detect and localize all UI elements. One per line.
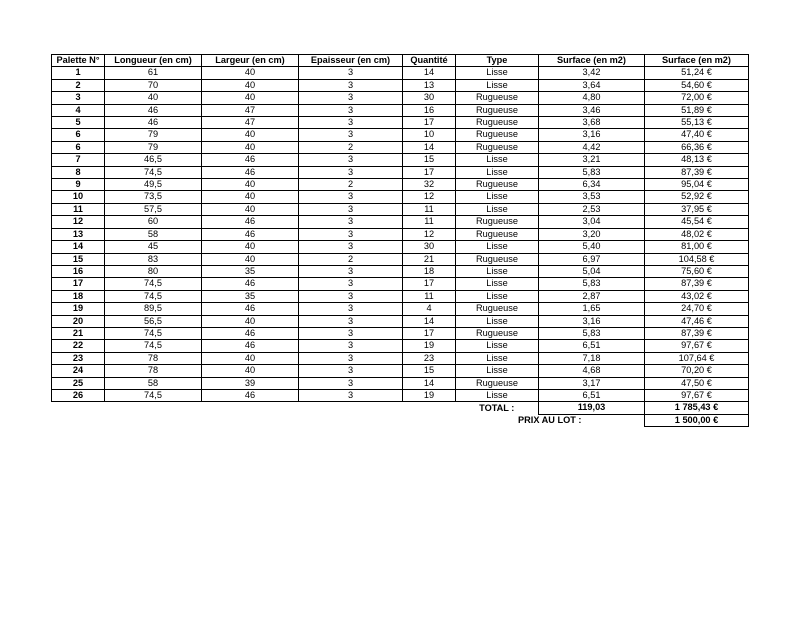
cell-longueur: 60 [105, 216, 202, 228]
cell-type: Lisse [456, 154, 539, 166]
table-row [52, 290, 749, 302]
header-longueur: Longueur (en cm) [105, 55, 202, 67]
cell-palette: 11 [52, 203, 105, 215]
table-row [52, 228, 749, 240]
cell-largeur: 46 [202, 216, 299, 228]
cell-epaisseur: 3 [299, 166, 403, 178]
cell-prix: 104,58 € [645, 253, 749, 265]
cell-quantite: 11 [403, 216, 456, 228]
table-row [52, 265, 749, 277]
cell-longueur: 74,5 [105, 278, 202, 290]
cell-quantite: 30 [403, 241, 456, 253]
cell-type: Rugueuse [456, 117, 539, 129]
cell-quantite: 32 [403, 179, 456, 191]
header-row [52, 55, 749, 67]
cell-epaisseur: 2 [299, 179, 403, 191]
cell-type: Lisse [456, 166, 539, 178]
table-row [52, 216, 749, 228]
cell-surface: 3,42 [539, 67, 645, 79]
cell-epaisseur: 3 [299, 340, 403, 352]
cell-type: Lisse [456, 241, 539, 253]
cell-palette: 7 [52, 154, 105, 166]
cell-epaisseur: 3 [299, 117, 403, 129]
cell-prix: 97,67 € [645, 340, 749, 352]
cell-quantite: 21 [403, 253, 456, 265]
cell-epaisseur: 3 [299, 365, 403, 377]
cell-quantite: 10 [403, 129, 456, 141]
total-surface: 119,03 [539, 402, 645, 414]
cell-longueur: 79 [105, 129, 202, 141]
cell-type: Rugueuse [456, 377, 539, 389]
palette-table [51, 54, 749, 427]
cell-quantite: 19 [403, 340, 456, 352]
cell-type: Rugueuse [456, 228, 539, 240]
cell-palette: 15 [52, 253, 105, 265]
cell-epaisseur: 3 [299, 327, 403, 339]
cell-type: Lisse [456, 265, 539, 277]
table-row [52, 389, 749, 401]
cell-quantite: 17 [403, 278, 456, 290]
cell-palette: 1 [52, 67, 105, 79]
cell-prix: 55,13 € [645, 117, 749, 129]
cell-longueur: 78 [105, 365, 202, 377]
cell-surface: 3,20 [539, 228, 645, 240]
cell-longueur: 73,5 [105, 191, 202, 203]
cell-epaisseur: 3 [299, 104, 403, 116]
cell-largeur: 40 [202, 315, 299, 327]
cell-palette: 13 [52, 228, 105, 240]
cell-longueur: 58 [105, 228, 202, 240]
cell-epaisseur: 3 [299, 352, 403, 364]
cell-prix: 51,24 € [645, 67, 749, 79]
cell-epaisseur: 2 [299, 253, 403, 265]
cell-longueur: 74,5 [105, 340, 202, 352]
cell-largeur: 46 [202, 154, 299, 166]
cell-prix: 87,39 € [645, 327, 749, 339]
cell-quantite: 15 [403, 365, 456, 377]
table-row [52, 179, 749, 191]
cell-largeur: 40 [202, 179, 299, 191]
cell-type: Rugueuse [456, 92, 539, 104]
cell-longueur: 57,5 [105, 203, 202, 215]
cell-quantite: 12 [403, 228, 456, 240]
cell-surface: 3,16 [539, 315, 645, 327]
cell-longueur: 74,5 [105, 290, 202, 302]
cell-surface: 5,40 [539, 241, 645, 253]
cell-longueur: 80 [105, 265, 202, 277]
cell-epaisseur: 3 [299, 278, 403, 290]
cell-largeur: 46 [202, 278, 299, 290]
cell-palette: 6 [52, 129, 105, 141]
cell-type: Lisse [456, 352, 539, 364]
cell-largeur: 35 [202, 290, 299, 302]
table-body [52, 67, 749, 402]
cell-quantite: 13 [403, 79, 456, 91]
table-row [52, 79, 749, 91]
cell-palette: 17 [52, 278, 105, 290]
cell-longueur: 74,5 [105, 327, 202, 339]
cell-longueur: 40 [105, 92, 202, 104]
cell-longueur: 58 [105, 377, 202, 389]
cell-prix: 37,95 € [645, 203, 749, 215]
cell-epaisseur: 3 [299, 154, 403, 166]
cell-prix: 24,70 € [645, 303, 749, 315]
cell-surface: 3,04 [539, 216, 645, 228]
cell-epaisseur: 3 [299, 303, 403, 315]
cell-palette: 6 [52, 141, 105, 153]
cell-epaisseur: 2 [299, 141, 403, 153]
cell-largeur: 40 [202, 241, 299, 253]
table-row [52, 117, 749, 129]
cell-largeur: 40 [202, 67, 299, 79]
cell-surface: 3,17 [539, 377, 645, 389]
cell-type: Lisse [456, 365, 539, 377]
cell-quantite: 17 [403, 327, 456, 339]
cell-longueur: 56,5 [105, 315, 202, 327]
cell-prix: 51,89 € [645, 104, 749, 116]
cell-palette: 12 [52, 216, 105, 228]
cell-prix: 66,36 € [645, 141, 749, 153]
cell-largeur: 40 [202, 352, 299, 364]
cell-largeur: 40 [202, 141, 299, 153]
table-row [52, 241, 749, 253]
cell-quantite: 18 [403, 265, 456, 277]
cell-quantite: 30 [403, 92, 456, 104]
lot-price: 1 500,00 € [645, 414, 749, 426]
header-quantite: Quantité [403, 55, 456, 67]
cell-surface: 3,21 [539, 154, 645, 166]
total-row [52, 402, 749, 414]
cell-quantite: 11 [403, 203, 456, 215]
cell-quantite: 17 [403, 117, 456, 129]
cell-surface: 5,83 [539, 278, 645, 290]
cell-longueur: 46 [105, 104, 202, 116]
table-row [52, 141, 749, 153]
cell-type: Rugueuse [456, 216, 539, 228]
cell-prix: 87,39 € [645, 278, 749, 290]
header-type: Type [456, 55, 539, 67]
cell-type: Lisse [456, 79, 539, 91]
cell-longueur: 70 [105, 79, 202, 91]
cell-prix: 45,54 € [645, 216, 749, 228]
cell-longueur: 83 [105, 253, 202, 265]
cell-prix: 95,04 € [645, 179, 749, 191]
cell-epaisseur: 3 [299, 241, 403, 253]
cell-type: Rugueuse [456, 104, 539, 116]
cell-palette: 10 [52, 191, 105, 203]
cell-palette: 22 [52, 340, 105, 352]
cell-largeur: 46 [202, 166, 299, 178]
cell-longueur: 78 [105, 352, 202, 364]
cell-prix: 87,39 € [645, 166, 749, 178]
table-row [52, 154, 749, 166]
cell-type: Lisse [456, 278, 539, 290]
cell-surface: 6,51 [539, 389, 645, 401]
cell-longueur: 89,5 [105, 303, 202, 315]
cell-prix: 47,46 € [645, 315, 749, 327]
cell-surface: 5,83 [539, 327, 645, 339]
cell-palette: 25 [52, 377, 105, 389]
cell-largeur: 46 [202, 228, 299, 240]
table-row [52, 327, 749, 339]
cell-epaisseur: 3 [299, 315, 403, 327]
lot-label: PRIX AU LOT : [518, 415, 582, 426]
cell-prix: 43,02 € [645, 290, 749, 302]
cell-largeur: 40 [202, 253, 299, 265]
header-surface: Surface (en m2) [539, 55, 645, 67]
cell-type: Lisse [456, 67, 539, 79]
cell-type: Rugueuse [456, 179, 539, 191]
cell-surface: 6,34 [539, 179, 645, 191]
cell-largeur: 39 [202, 377, 299, 389]
cell-prix: 47,50 € [645, 377, 749, 389]
table-row [52, 67, 749, 79]
cell-prix: 52,92 € [645, 191, 749, 203]
header-epaisseur: Epaisseur (en cm) [299, 55, 403, 67]
header-palette: Palette N° [52, 55, 105, 67]
table-row [52, 104, 749, 116]
table-row [52, 315, 749, 327]
cell-surface: 2,87 [539, 290, 645, 302]
cell-type: Rugueuse [456, 327, 539, 339]
cell-longueur: 46,5 [105, 154, 202, 166]
cell-surface: 3,68 [539, 117, 645, 129]
cell-palette: 20 [52, 315, 105, 327]
cell-palette: 3 [52, 92, 105, 104]
cell-quantite: 14 [403, 377, 456, 389]
lot-row [52, 414, 749, 426]
cell-quantite: 15 [403, 154, 456, 166]
cell-epaisseur: 3 [299, 389, 403, 401]
table-row [52, 303, 749, 315]
cell-palette: 5 [52, 117, 105, 129]
cell-surface: 3,46 [539, 104, 645, 116]
cell-type: Lisse [456, 290, 539, 302]
cell-epaisseur: 3 [299, 129, 403, 141]
cell-palette: 16 [52, 265, 105, 277]
cell-palette: 24 [52, 365, 105, 377]
cell-surface: 7,18 [539, 352, 645, 364]
cell-surface: 1,65 [539, 303, 645, 315]
cell-epaisseur: 3 [299, 290, 403, 302]
cell-type: Rugueuse [456, 141, 539, 153]
cell-longueur: 79 [105, 141, 202, 153]
cell-surface: 6,97 [539, 253, 645, 265]
cell-longueur: 45 [105, 241, 202, 253]
cell-quantite: 14 [403, 67, 456, 79]
cell-quantite: 23 [403, 352, 456, 364]
cell-palette: 18 [52, 290, 105, 302]
cell-surface: 4,80 [539, 92, 645, 104]
table-row [52, 377, 749, 389]
cell-palette: 2 [52, 79, 105, 91]
cell-type: Lisse [456, 191, 539, 203]
cell-surface: 5,04 [539, 265, 645, 277]
cell-surface: 4,68 [539, 365, 645, 377]
cell-type: Rugueuse [456, 303, 539, 315]
table-row [52, 253, 749, 265]
cell-longueur: 74,5 [105, 166, 202, 178]
cell-longueur: 46 [105, 117, 202, 129]
cell-surface: 2,53 [539, 203, 645, 215]
cell-longueur: 74,5 [105, 389, 202, 401]
cell-prix: 72,00 € [645, 92, 749, 104]
cell-largeur: 40 [202, 203, 299, 215]
total-spacer [52, 402, 456, 414]
table-row [52, 166, 749, 178]
cell-largeur: 40 [202, 129, 299, 141]
cell-type: Lisse [456, 315, 539, 327]
cell-prix: 48,02 € [645, 228, 749, 240]
cell-largeur: 35 [202, 265, 299, 277]
total-price: 1 785,43 € [645, 402, 749, 414]
cell-palette: 19 [52, 303, 105, 315]
cell-quantite: 17 [403, 166, 456, 178]
table-row [52, 340, 749, 352]
cell-epaisseur: 3 [299, 92, 403, 104]
cell-prix: 81,00 € [645, 241, 749, 253]
cell-quantite: 19 [403, 389, 456, 401]
cell-surface: 6,51 [539, 340, 645, 352]
cell-prix: 70,20 € [645, 365, 749, 377]
table-row [52, 92, 749, 104]
cell-epaisseur: 3 [299, 67, 403, 79]
cell-quantite: 14 [403, 141, 456, 153]
table-row [52, 278, 749, 290]
cell-quantite: 16 [403, 104, 456, 116]
cell-surface: 4,42 [539, 141, 645, 153]
cell-epaisseur: 3 [299, 377, 403, 389]
cell-type: Lisse [456, 340, 539, 352]
table-row [52, 191, 749, 203]
cell-type: Rugueuse [456, 129, 539, 141]
cell-epaisseur: 3 [299, 203, 403, 215]
cell-largeur: 46 [202, 327, 299, 339]
cell-epaisseur: 3 [299, 265, 403, 277]
cell-quantite: 4 [403, 303, 456, 315]
cell-quantite: 12 [403, 191, 456, 203]
cell-largeur: 40 [202, 92, 299, 104]
cell-epaisseur: 3 [299, 216, 403, 228]
cell-palette: 4 [52, 104, 105, 116]
cell-quantite: 14 [403, 315, 456, 327]
cell-largeur: 47 [202, 104, 299, 116]
cell-surface: 5,83 [539, 166, 645, 178]
cell-palette: 8 [52, 166, 105, 178]
cell-quantite: 11 [403, 290, 456, 302]
cell-surface: 3,64 [539, 79, 645, 91]
cell-largeur: 46 [202, 389, 299, 401]
cell-largeur: 40 [202, 365, 299, 377]
cell-palette: 9 [52, 179, 105, 191]
cell-surface: 3,16 [539, 129, 645, 141]
cell-longueur: 61 [105, 67, 202, 79]
header-prix: Surface (en m2) [645, 55, 749, 67]
cell-surface: 3,53 [539, 191, 645, 203]
cell-largeur: 40 [202, 191, 299, 203]
cell-prix: 107,64 € [645, 352, 749, 364]
cell-prix: 47,40 € [645, 129, 749, 141]
cell-type: Lisse [456, 389, 539, 401]
table-row [52, 352, 749, 364]
cell-largeur: 46 [202, 303, 299, 315]
cell-palette: 23 [52, 352, 105, 364]
lot-spacer [52, 414, 456, 426]
cell-prix: 54,60 € [645, 79, 749, 91]
cell-type: Lisse [456, 203, 539, 215]
table-row [52, 365, 749, 377]
table-row [52, 203, 749, 215]
cell-palette: 14 [52, 241, 105, 253]
cell-prix: 75,60 € [645, 265, 749, 277]
cell-epaisseur: 3 [299, 79, 403, 91]
cell-largeur: 46 [202, 340, 299, 352]
cell-epaisseur: 3 [299, 191, 403, 203]
total-label: TOTAL : [479, 402, 515, 413]
cell-prix: 97,67 € [645, 389, 749, 401]
cell-palette: 26 [52, 389, 105, 401]
cell-largeur: 40 [202, 79, 299, 91]
cell-palette: 21 [52, 327, 105, 339]
cell-longueur: 49,5 [105, 179, 202, 191]
cell-prix: 48,13 € [645, 154, 749, 166]
table-row [52, 129, 749, 141]
cell-epaisseur: 3 [299, 228, 403, 240]
cell-type: Rugueuse [456, 253, 539, 265]
cell-largeur: 47 [202, 117, 299, 129]
header-largeur: Largeur (en cm) [202, 55, 299, 67]
